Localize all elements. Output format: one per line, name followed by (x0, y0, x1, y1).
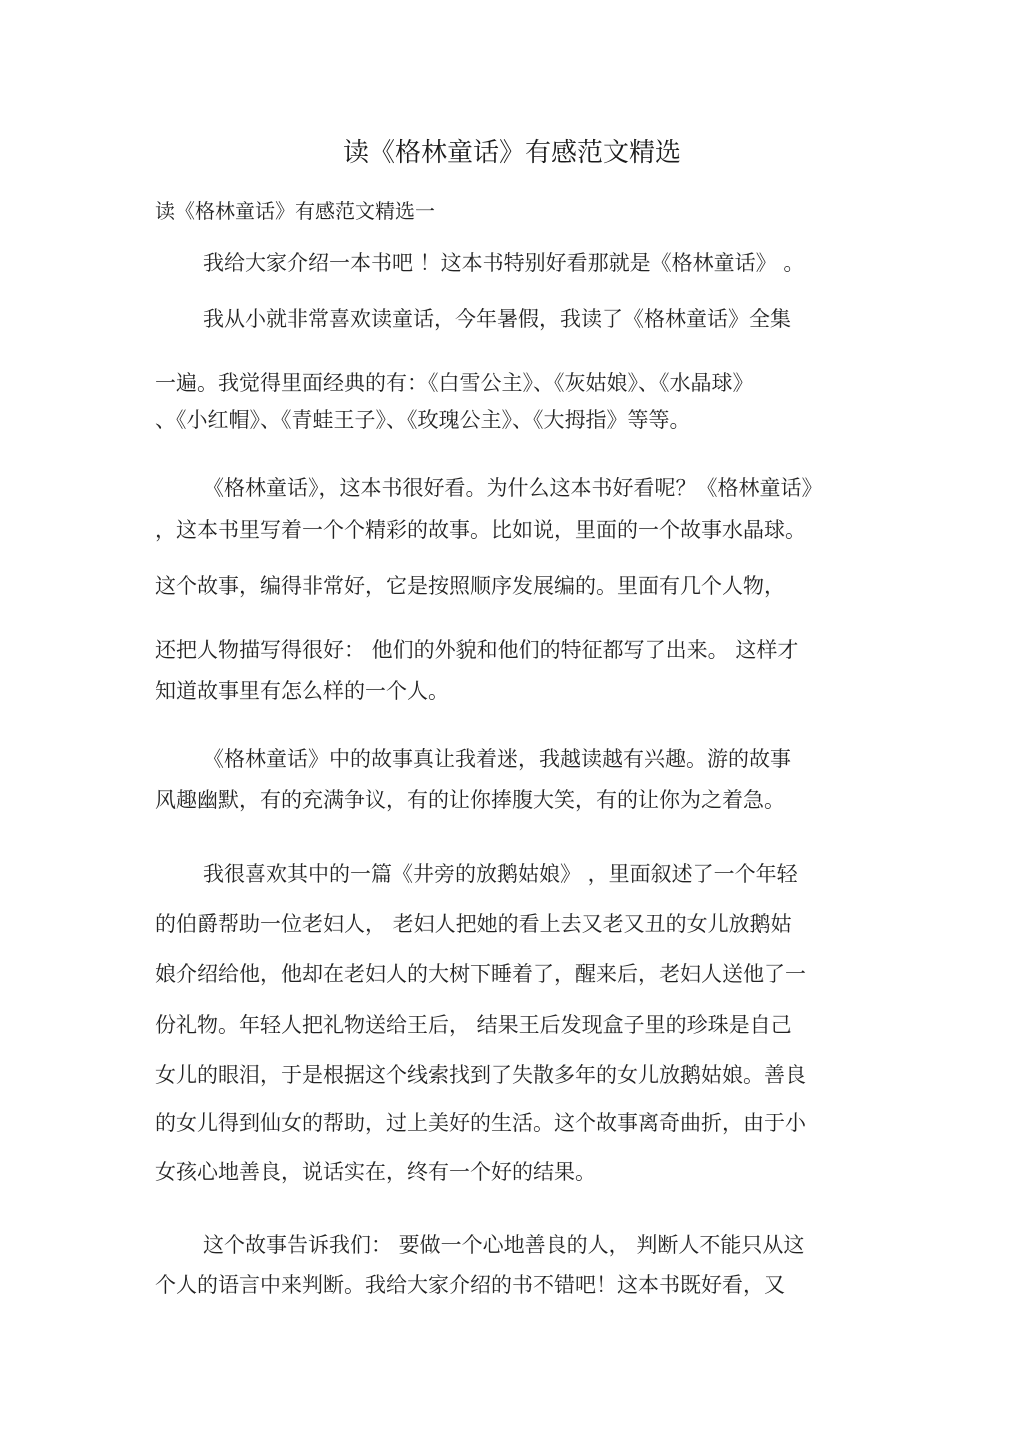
text-line: 还把人物描写得很好： 他们的外貌和他们的特征都写了出来。 这样才 (155, 638, 799, 662)
text-line: 《格林童话》，这本书很好看。为什么这本书好看呢？《格林童话》 (203, 476, 823, 500)
text-line: 娘介绍给他，他却在老妇人的大树下睡着了，醒来后，老妇人送他了一 (155, 962, 806, 986)
text-line: 个人的语言中来判断。我给大家介绍的书不错吧！这本书既好看，又 (155, 1273, 785, 1297)
text-line: 知道故事里有怎么样的一个人。 (155, 679, 449, 703)
text-line: 我给大家介绍一本书吧 ！这本书特别好看那就是《格林童话》 。 (203, 251, 805, 275)
text-line: 的女儿得到仙女的帮助，过上美好的生活。这个故事离奇曲折，由于小 (155, 1111, 806, 1135)
text-line: 的伯爵帮助一位老妇人， 老妇人把她的看上去又老又丑的女儿放鹅姑 (155, 912, 792, 936)
text-line: 我很喜欢其中的一篇《井旁的放鹅姑娘》 ，里面叙述了一个年轻 (203, 862, 798, 886)
text-line: 份礼物。年轻人把礼物送给王后， 结果王后发现盒子里的珍珠是自己 (155, 1013, 792, 1037)
text-line: 这个故事，编得非常好，它是按照顺序发展编的。里面有几个人物， (155, 574, 785, 598)
text-line: 这个故事告诉我们： 要做一个心地善良的人， 判断人不能只从这 (203, 1233, 805, 1257)
text-line: 女孩心地善良，说话实在，终有一个好的结果。 (155, 1160, 596, 1184)
text-line: 风趣幽默，有的充满争议，有的让你捧腹大笑，有的让你为之着急。 (155, 788, 785, 812)
text-line: ，这本书里写着一个个精彩的故事。比如说，里面的一个故事水晶球。 (155, 518, 806, 542)
text-line: 女儿的眼泪，于是根据这个线索找到了失散多年的女儿放鹅姑娘。善良 (155, 1063, 806, 1087)
text-line: 一遍。我觉得里面经典的有：《白雪公主》、《灰姑娘》、《水晶球》 (155, 371, 754, 395)
text-line: 《格林童话》中的故事真让我着迷，我越读越有兴趣。游的故事 (203, 747, 791, 771)
section-subtitle: 读《格林童话》有感范文精选一 (155, 199, 435, 223)
page-title: 读《格林童话》有感范文精选 (342, 138, 681, 168)
text-line: 我从小就非常喜欢读童话，今年暑假，我读了《格林童话》全集 (203, 307, 791, 331)
text-line: 、《小红帽》、《青蛙王子》、《玫瑰公主》、《大拇指》等等。 (155, 408, 691, 432)
